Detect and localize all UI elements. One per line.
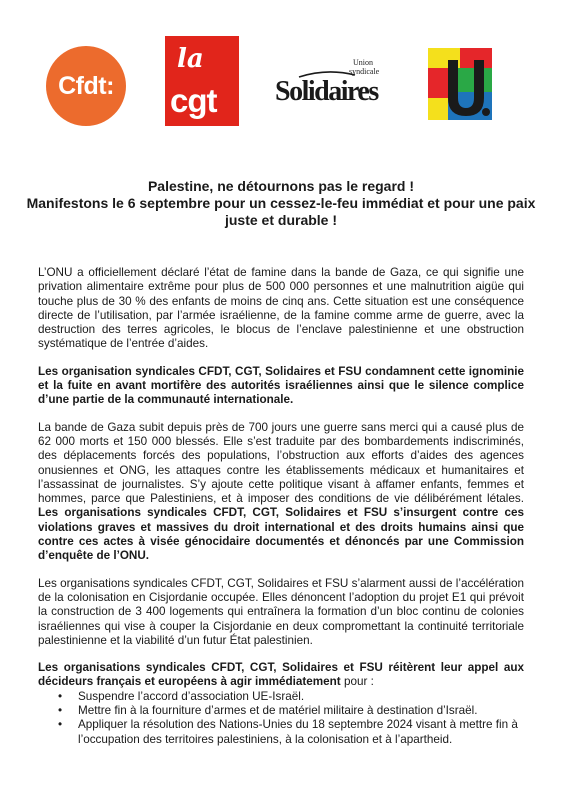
- cfdt-logo-text: Cfdt:: [58, 71, 114, 100]
- solidaires-union-text: Union: [353, 58, 373, 67]
- list-item: • Mettre fin à la fourniture d’armes et de matériel militaire à destination d’Israël.: [78, 704, 524, 718]
- document-body: [38, 266, 524, 747]
- list-item: • Appliquer la résolution des Nations-Unies du 18 septembre 2024 visant à mettre fin à l’occupation des territoires palestiniens, à la colonisation et à l’apartheid.: [78, 718, 524, 747]
- demands-list: [38, 690, 524, 747]
- paragraph-appeal-bold: Les organisations syndicales CFDT, CGT, Solidaires et FSU réitèrent leur appel aux décideurs français et européens à agir immédiatement: [38, 661, 524, 689]
- paragraph-condemn: [38, 365, 524, 408]
- list-item: • Suspendre l’accord d’association UE-Israël.: [78, 690, 524, 704]
- paragraph-appeal-tail: pour :: [340, 675, 374, 689]
- paragraph-gaza-bold: Les organisations syndicales CFDT, CGT, Solidaires et FSU s’insurgent contre ces violations graves et massives du droit international et des droits humains ainsi que contre ces actes à visée génocidaire documentés et dénoncés par une Commission d’enquête de l’ONU.: [38, 506, 524, 563]
- cgt-logo: [165, 36, 239, 126]
- solidaires-logo-text: Solidaires: [275, 76, 378, 107]
- cgt-logo-text: cgt: [170, 82, 217, 119]
- solidaires-syndicale-text: syndicale: [349, 67, 380, 76]
- cgt-logo-la: la: [177, 44, 204, 74]
- solidaires-logo: [275, 58, 393, 114]
- paragraph-colonisation: Les organisations syndicales CFDT, CGT, Solidaires et FSU s’alarment aussi de l’accélération de la colonisation en Cisjordanie occupée. Elles dénoncent l’adoption du projet E1 qui prévoit la construction de 3 400 logements qui entraînera la formation d’un bloc continu de colonies israéliennes qui vise à couper la Cisjordanie en deux compromettant la continuité territoriale palestinienne et la viabilité d’un futur État palestinien.: [38, 576, 524, 647]
- title-line-1: Palestine, ne détournons pas le regard !: [147, 178, 415, 194]
- fsu-logo-icon: [428, 48, 492, 120]
- paragraph-famine: L’ONU a officiellement déclaré l’état de famine dans la bande de Gaza, ce qui signifie une privation alimentaire extrême pour plus de 500 000 personnes et une malnutrition aigüe qui touche plus de 30 % des enfants de moins de cinq ans. Cette situation est une conséquence directe de l’utilisation, par l’armée israélienne, de la famine comme arme de guerre, avec la destruction des terres agricoles, le blocus de l’enclave palestinienne et une obstruction systématique de l’entrée d’aides.: [38, 266, 524, 351]
- paragraph-condemn-bold: Les organisation syndicales CFDT, CGT, Solidaires et FSU condamnent cette ignominie et la fuite en avant mortifère des autorités israéliennes ainsi que le silence complice d’une partie de la communauté internationale.: [38, 364, 524, 407]
- page-title: [20, 178, 542, 229]
- title-line-2: Manifestons le 6 septembre pour un cessez-le-feu immédiat et pour une paix juste et durable !: [26, 195, 536, 228]
- cfdt-logo: [46, 46, 126, 126]
- logo-bar: [0, 28, 562, 128]
- paragraph-gaza: [38, 421, 524, 564]
- paragraph-appeal: [38, 661, 524, 690]
- paragraph-gaza-text: La bande de Gaza subit depuis près de 700 jours une guerre sans merci qui a causé plus de 62 000 morts et 150 000 blessés. Elle s’est traduite par des bombardements indiscriminés, des déplacements forcés des populations, l’obstruction aux efforts d’aides des agences onusiennes et ONG, les attaques contre les établissements médicaux et humanitaires et l’assassinat de journalistes. S’y ajoute cette politique visant à affamer enfants, femmes et hommes, parce que Palestiniens, et à imposer des conditions de vie délibérément létales.: [38, 420, 524, 506]
